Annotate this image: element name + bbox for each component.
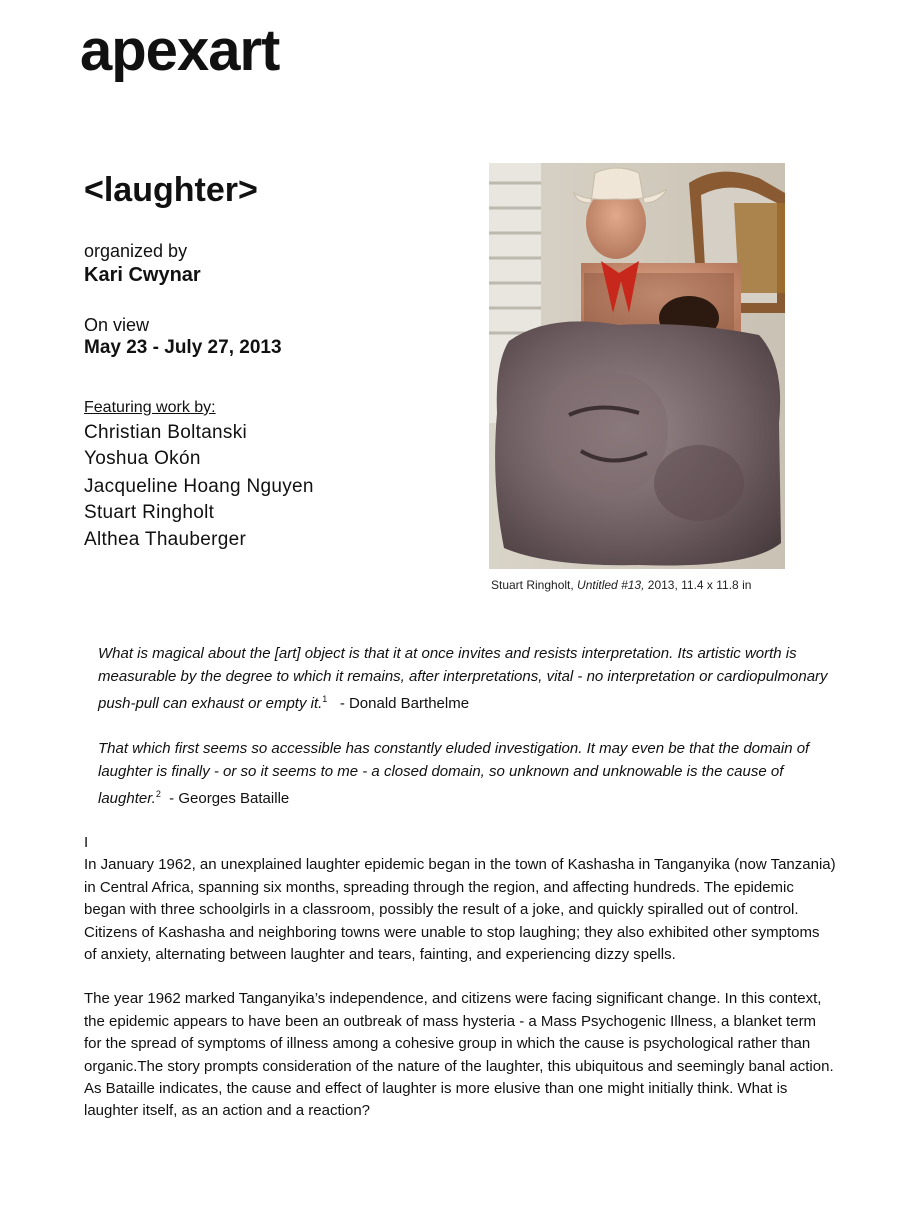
artist-name: Yoshua Okón (84, 448, 201, 469)
artist-name: Christian Boltanski (84, 422, 248, 443)
exhibition-title: <laughter> (84, 171, 258, 209)
footnote-ref[interactable]: 2 (155, 789, 161, 799)
artist-name: Jacqueline Hoang Nguyen (84, 476, 314, 497)
artwork-photo (489, 163, 785, 569)
apexart-logo[interactable]: apexart (80, 18, 280, 83)
exhibition-dates: May 23 - July 27, 2013 (84, 337, 282, 358)
artist-name: Stuart Ringholt (84, 502, 215, 523)
essay-paragraph: In January 1962, an unexplained laughter epidemic began in the town of Kashasha in Tanganyika (now Tanzania) in Central Africa, spanning six months, spreading through the region, and affecting hundreds. The epidemic began with three schoolgirls in a classroom, possibly the result of a joke, and quickly spiralled out of control. Citizens of Kashasha and neighboring towns were unable to stop laughing; they also exhibited other symptoms of anxiety, alternating between laughter and tears, fainting, and experiencing dizzy spells. (84, 856, 836, 964)
artwork-caption: Stuart Ringholt, Untitled #13, 2013, 11.4 x 11.8 in (491, 578, 752, 592)
footnote-ref[interactable]: 1 (322, 694, 328, 704)
organized-by-label: organized by (84, 241, 188, 261)
featuring-label: Featuring work by: (84, 399, 216, 416)
organizer-name: Kari Cwynar (84, 264, 201, 286)
quote-barthelme: What is magical about the [art] object is that it at once invites and resists interpretation. Its artistic worth is measurable by the degree to which it remains, after interpretations, vital - no interpretation or cardiopulmonary push-pull can exhaust or empty it.$^1$ - Donald Barthelme (98, 645, 828, 712)
quote-bataille: That which first seems so accessible has constantly eluded investigation. It may even be that the domain of laughter is finally - or so it seems to me - a closed domain, so unknown and unknowable is the cause of laughter.$^2$ - Georges Bataille (98, 740, 810, 807)
artist-name: Althea Thauberger (84, 529, 247, 550)
essay-paragraph: The year 1962 marked Tanganyika’s independence, and citizens were facing significant change. In this context, the epidemic appears to have been an outbreak of mass hysteria - a Mass Psychogenic Illness, a blanket term for the spread of symptoms of illness among a cohesive group in which the cause is psychological rather than organic.The story prompts consideration of the nature of the laughter, this ubiquitous and seemingly banal action. As Bataille indicates, the cause and effect of laughter is more elusive than one might initially think. What is laughter itself, as an action and a reaction? (84, 990, 834, 1120)
section-numeral: I (84, 834, 89, 851)
on-view-label: On view (84, 315, 150, 335)
essay-body (84, 832, 836, 1123)
artist-list (84, 420, 314, 553)
